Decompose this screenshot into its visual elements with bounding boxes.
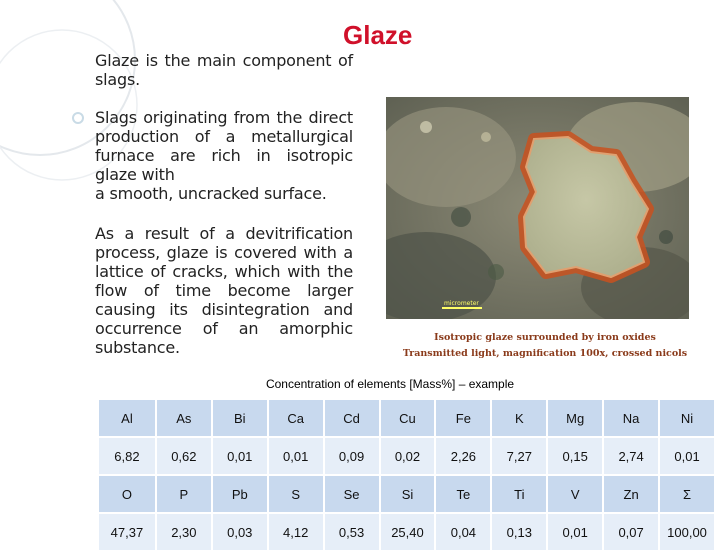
element-symbol-cell: Na [602, 400, 658, 436]
element-value-row [99, 436, 714, 474]
concentration-table [99, 400, 714, 550]
element-symbol-cell: Ni [658, 400, 714, 436]
element-value-cell: 0,09 [323, 436, 379, 474]
element-value-cell: 7,27 [490, 436, 546, 474]
paragraph-line: a smooth, uncracked surface. [95, 184, 327, 203]
element-symbol-cell: O [99, 474, 155, 512]
element-value-cell: 25,40 [379, 512, 435, 550]
element-value-row [99, 512, 714, 550]
element-value-cell: 0,15 [546, 436, 602, 474]
element-value-cell: 0,04 [434, 512, 490, 550]
element-symbol-cell: Cd [323, 400, 379, 436]
element-value-cell: 0,07 [602, 512, 658, 550]
element-symbol-cell: Mg [546, 400, 602, 436]
element-symbol-cell: Pb [211, 474, 267, 512]
table-title: Concentration of elements [Mass%] – example [265, 377, 515, 391]
paragraph-glaze-main: Glaze is the main component of slags. [95, 51, 353, 89]
element-value-cell: 0,53 [323, 512, 379, 550]
element-value-cell: 4,12 [267, 512, 323, 550]
element-value-cell: 2,30 [155, 512, 211, 550]
element-symbol-cell: V [546, 474, 602, 512]
element-symbol-cell: Zn [602, 474, 658, 512]
element-value-cell: 0,01 [211, 436, 267, 474]
element-symbol-cell: Ti [490, 474, 546, 512]
element-value-cell: 0,13 [490, 512, 546, 550]
element-symbol-cell: Te [434, 474, 490, 512]
element-value-cell: 47,37 [99, 512, 155, 550]
paragraph-direct-slags [95, 108, 353, 203]
element-symbol-cell: Ca [267, 400, 323, 436]
element-value-cell: 0,01 [546, 512, 602, 550]
photo-caption-details: Transmitted light, magnification 100x, crossed nicols [402, 348, 688, 359]
element-symbol-cell: S [267, 474, 323, 512]
paragraph-devitrification: As a result of a devitrification process, glaze is covered with a lattice of cracks, which with the flow of time become larger causing its disintegration and occurrence of an amorphic substance. [95, 224, 353, 357]
element-value-cell: 0,01 [267, 436, 323, 474]
page-title: Glaze [343, 20, 413, 50]
element-symbol-cell: K [490, 400, 546, 436]
element-symbol-cell: Bi [211, 400, 267, 436]
element-header-row [99, 400, 714, 436]
element-symbol-cell: Se [323, 474, 379, 512]
element-value-cell: 0,62 [155, 436, 211, 474]
micrograph-image [386, 97, 689, 319]
element-symbol-cell: Fe [434, 400, 490, 436]
paragraph-line: Slags originating from the direct production of a metallurgical furnace are rich in isotropic glaze with [95, 108, 353, 184]
element-symbol-cell: Cu [379, 400, 435, 436]
element-value-cell: 0,03 [211, 512, 267, 550]
element-symbol-cell: Si [379, 474, 435, 512]
element-symbol-cell: Al [99, 400, 155, 436]
bullet-dot-icon [73, 113, 83, 123]
element-header-row [99, 474, 714, 512]
element-symbol-cell: P [155, 474, 211, 512]
element-symbol-cell: As [155, 400, 211, 436]
element-value-cell: 100,00 [658, 512, 714, 550]
element-value-cell: 6,82 [99, 436, 155, 474]
element-value-cell: 2,26 [434, 436, 490, 474]
element-value-cell: 0,02 [379, 436, 435, 474]
element-value-cell: 0,01 [658, 436, 714, 474]
element-symbol-cell: Σ [658, 474, 714, 512]
photo-caption: Isotropic glaze surrounded by iron oxides [434, 332, 656, 343]
scale-label: micrometer [444, 300, 479, 307]
element-value-cell: 2,74 [602, 436, 658, 474]
